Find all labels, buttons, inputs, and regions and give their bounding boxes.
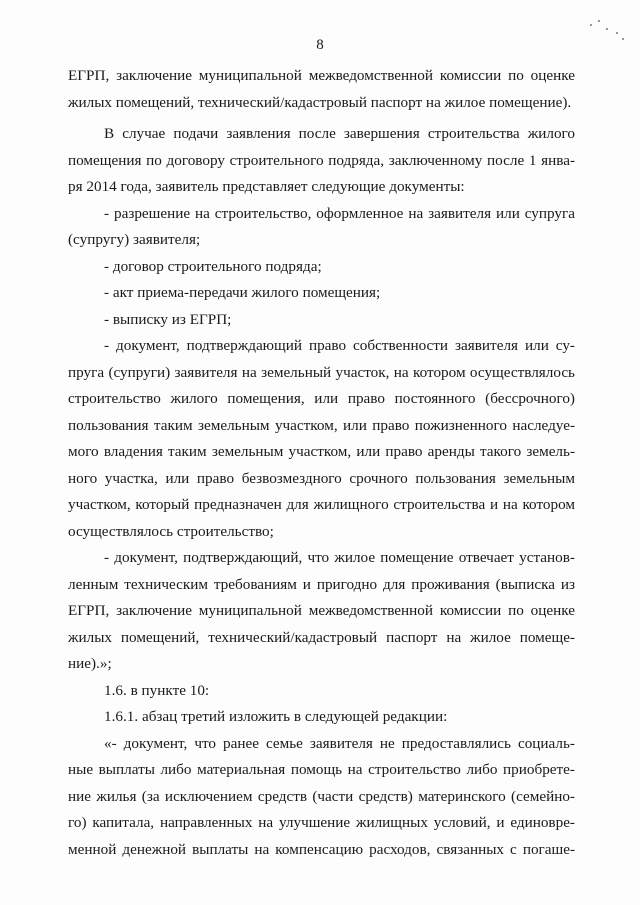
text-line: ние).»;	[68, 655, 112, 672]
text-line: ленным техническим требованиям и пригодно для проживания (выписка из	[68, 575, 575, 593]
text-line: помещения по договору строительного подряда, заключенному после 1 янва-	[68, 151, 575, 169]
text-line: менной денежной выплаты на компенсацию расходов, связанных с погаше-	[68, 840, 575, 858]
text-line: - разрешение на строительство, оформленное на заявителя или супруга	[104, 204, 575, 222]
text-line: ного участка, или право безвозмездного срочного пользования земельным	[68, 469, 575, 487]
text-line: 1.6.1. абзац третий изложить в следующей редакции:	[104, 708, 448, 725]
text-line: ные выплаты либо материальная помощь на строительство либо приобрете-	[68, 761, 575, 778]
text-line: ние жилья (за исключением средств (части средств) материнского (семейно-	[68, 787, 575, 805]
text-line: участком, который предназначен для жилищного строительства и на котором	[68, 496, 575, 513]
text-line: «- документ, что ранее семье заявителя не предоставлялись социаль-	[104, 734, 575, 752]
text-line: ЕГРП, заключение муниципальной межведомственной комиссии по оценке	[68, 67, 575, 84]
text-line: - документ, подтверждающий право собственности заявителя или су-	[104, 337, 575, 354]
text-line: мого владения таким земельным участком, или право аренды такого земель-	[68, 443, 575, 460]
text-line: - договор строительного подряда;	[104, 257, 322, 275]
text-line: строительство жилого помещения, или право постоянного (бессрочного)	[68, 390, 575, 407]
text-line: ря 2014 года, заявитель представляет следующие документы:	[68, 178, 465, 195]
text-line: го) капитала, направленных на улучшение жилищных условий, и единовре-	[68, 814, 575, 831]
page-number: 8	[316, 37, 324, 53]
text-line: - выписку из ЕГРП;	[104, 310, 232, 328]
text-line: пруга (супруги) заявителя на земельный участок, на котором осуществлялось	[68, 363, 575, 381]
text-line: пользования таким земельным участком, или право пожизненного наследуе-	[68, 416, 575, 434]
text-line: жилых помещений, технический/кадастровый паспорт на жилое помеще-	[68, 628, 575, 646]
text-line: ЕГРП, заключение муниципальной межведомственной комиссии по оценке	[68, 602, 575, 619]
document-body	[68, 63, 575, 863]
text-line: В случае подачи заявления после завершения строительства жилого	[104, 125, 575, 142]
text-line: 1.6. в пункте 10:	[104, 681, 210, 699]
text-line: осуществлялось строительство;	[68, 522, 274, 540]
text-line: (супругу) заявителя;	[68, 231, 201, 248]
text-line: жилых помещений, технический/кадастровый паспорт на жилое помещение).	[68, 93, 572, 111]
text-line: - документ, подтверждающий, что жилое помещение отвечает установ-	[104, 549, 575, 566]
text-line: - акт приема-передачи жилого помещения;	[104, 284, 381, 301]
